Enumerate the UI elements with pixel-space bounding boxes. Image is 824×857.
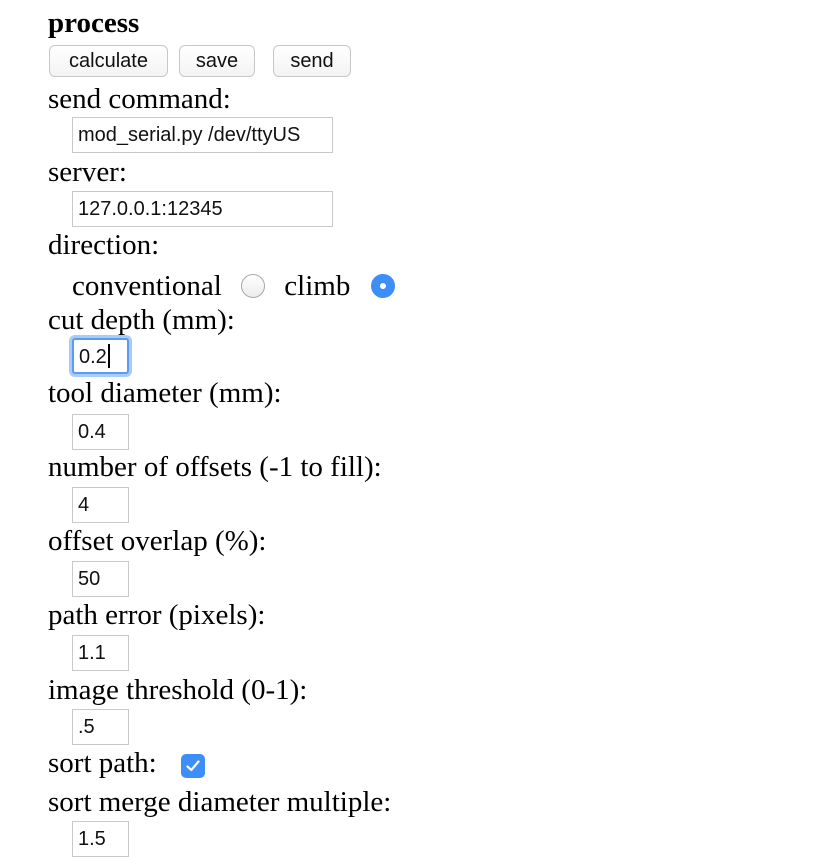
tool-diameter-input[interactable]: 0.4 <box>72 414 129 450</box>
checkmark-icon <box>185 758 201 774</box>
server-input[interactable]: 127.0.0.1:12345 <box>72 191 333 227</box>
climb-label: climb <box>284 270 351 303</box>
sort-merge-diameter-multiple-input[interactable]: 1.5 <box>72 821 129 857</box>
send-command-label: send command: <box>48 83 231 115</box>
section-title: process <box>48 7 140 39</box>
path-error-label: path error (pixels): <box>48 599 266 631</box>
direction-label: direction: <box>48 229 160 261</box>
send-button[interactable]: send <box>273 45 351 77</box>
number-of-offsets-input[interactable]: 4 <box>72 487 129 523</box>
cut-depth-value: 0.2 <box>79 346 107 368</box>
path-error-input[interactable]: 1.1 <box>72 635 129 671</box>
number-of-offsets-label: number of offsets (-1 to fill): <box>48 451 382 483</box>
save-button[interactable]: save <box>179 45 255 77</box>
calculate-button[interactable]: calculate <box>49 45 168 77</box>
direction-options <box>72 264 395 304</box>
sort-merge-diameter-multiple-label: sort merge diameter multiple: <box>48 786 392 818</box>
conventional-label: conventional <box>72 270 222 303</box>
image-threshold-input[interactable]: .5 <box>72 709 129 745</box>
sort-path-checkbox[interactable] <box>181 754 205 778</box>
text-caret <box>108 344 110 368</box>
cut-depth-label: cut depth (mm): <box>48 304 235 336</box>
sort-path-label: sort path: <box>48 747 157 779</box>
cut-depth-input[interactable] <box>72 338 129 374</box>
offset-overlap-input[interactable]: 50 <box>72 561 129 597</box>
climb-radio[interactable] <box>371 274 395 298</box>
tool-diameter-label: tool diameter (mm): <box>48 377 282 409</box>
conventional-radio[interactable] <box>241 274 265 298</box>
server-label: server: <box>48 156 127 188</box>
image-threshold-label: image threshold (0-1): <box>48 674 308 706</box>
offset-overlap-label: offset overlap (%): <box>48 525 267 557</box>
send-command-input[interactable]: mod_serial.py /dev/ttyUS <box>72 117 333 153</box>
